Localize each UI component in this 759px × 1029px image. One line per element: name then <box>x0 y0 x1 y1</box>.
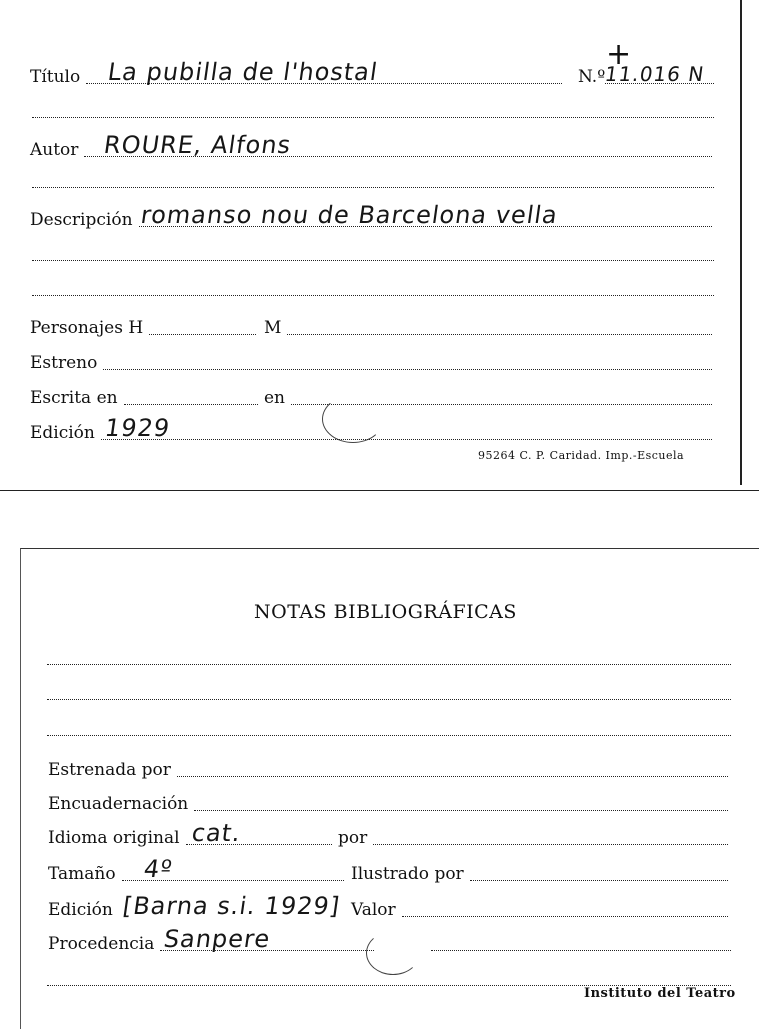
escrita-en-label: en <box>264 388 286 408</box>
catalog-card-back <box>20 548 759 1029</box>
descripcion-line-2 <box>32 260 714 261</box>
edicion-b-value: [Barna s.i. 1929] <box>120 892 342 920</box>
autor-field <box>84 130 712 157</box>
estreno-row <box>30 348 716 374</box>
personajes-m-row <box>264 313 716 339</box>
escrita-label: Escrita en <box>30 388 118 408</box>
autor-row <box>30 131 716 161</box>
tamano-row <box>48 855 348 885</box>
titulo-field <box>86 57 562 84</box>
personajes-row <box>30 313 260 339</box>
edicion-b-row <box>48 892 368 921</box>
descripcion-value: romanso nou de Barcelona vella <box>138 201 560 229</box>
smudge-mark-bottom <box>366 931 420 975</box>
titulo-row <box>30 58 566 88</box>
printer-code: 95264 C. P. Caridad. Imp.-Escuela <box>478 449 685 462</box>
encuadernacion-label: Encuadernación <box>48 794 189 814</box>
valor-row <box>351 895 732 921</box>
edicion-field <box>101 413 712 440</box>
cross-mark: + <box>606 37 632 72</box>
titulo-label: Título <box>30 67 81 87</box>
escrita-row <box>30 383 262 409</box>
idioma-label: Idioma original <box>48 828 180 848</box>
ilustrado-row <box>351 859 732 885</box>
descripcion-line-3 <box>32 295 714 296</box>
valor-field <box>402 890 728 917</box>
edicion-value: 1929 <box>102 414 172 442</box>
descripcion-row <box>30 201 716 231</box>
edicion-row <box>30 414 716 444</box>
numero-value: 11.016 N <box>603 62 707 86</box>
autor-label: Autor <box>30 140 79 160</box>
tamano-field <box>122 854 344 881</box>
edicion-label: Edición <box>30 423 95 443</box>
estrenada-label: Estrenada por <box>48 760 171 780</box>
numero-row <box>578 62 718 88</box>
edicion-b-label: Edición <box>48 900 113 920</box>
idioma-field <box>186 818 332 845</box>
idioma-por-row <box>338 823 732 849</box>
numero-label: N.º <box>578 67 606 87</box>
estreno-label: Estreno <box>30 353 98 373</box>
titulo-value: La pubilla de l'hostal <box>106 58 381 86</box>
idioma-value: cat. <box>189 819 243 847</box>
notas-line-1 <box>47 664 731 665</box>
descripcion-label: Descripción <box>30 210 133 230</box>
idioma-por-field <box>373 818 728 845</box>
encuadernacion-field <box>194 784 728 811</box>
notas-line-3 <box>47 735 731 736</box>
procedencia-row <box>48 925 378 955</box>
ilustrado-field <box>470 854 728 881</box>
tamano-label: Tamaño <box>48 864 116 884</box>
institution-footer: Instituto del Teatro <box>584 986 736 1001</box>
ilustrado-label: Ilustrado por <box>351 864 464 884</box>
personajes-h-field <box>149 308 256 335</box>
valor-label: Valor <box>351 900 396 920</box>
personajes-label: Personajes H <box>30 318 144 338</box>
titulo-extra-line <box>32 117 714 118</box>
estrenada-row <box>48 755 732 781</box>
personajes-m-field <box>287 308 712 335</box>
descripcion-field <box>139 200 712 227</box>
notas-line-2 <box>47 699 731 700</box>
tamano-value: 4º <box>141 855 175 883</box>
idioma-row <box>48 819 336 849</box>
notas-heading: NOTAS BIBLIOGRÁFICAS <box>254 601 517 623</box>
personajes-m-label: M <box>264 318 282 338</box>
escrita-field <box>124 378 258 405</box>
procedencia-extra-line <box>431 950 731 951</box>
idioma-por-label: por <box>338 828 368 848</box>
autor-extra-line <box>32 187 714 188</box>
estreno-field <box>103 343 712 370</box>
encuadernacion-row <box>48 789 732 815</box>
cards-separator <box>0 490 759 491</box>
procedencia-field <box>160 924 374 951</box>
edicion-b-field <box>119 891 364 920</box>
procedencia-value: Sanpere <box>162 925 273 953</box>
autor-value: ROURE, Alfons <box>102 131 294 159</box>
procedencia-label: Procedencia <box>48 934 155 954</box>
catalog-card-front <box>0 0 742 485</box>
estrenada-field <box>177 750 728 777</box>
